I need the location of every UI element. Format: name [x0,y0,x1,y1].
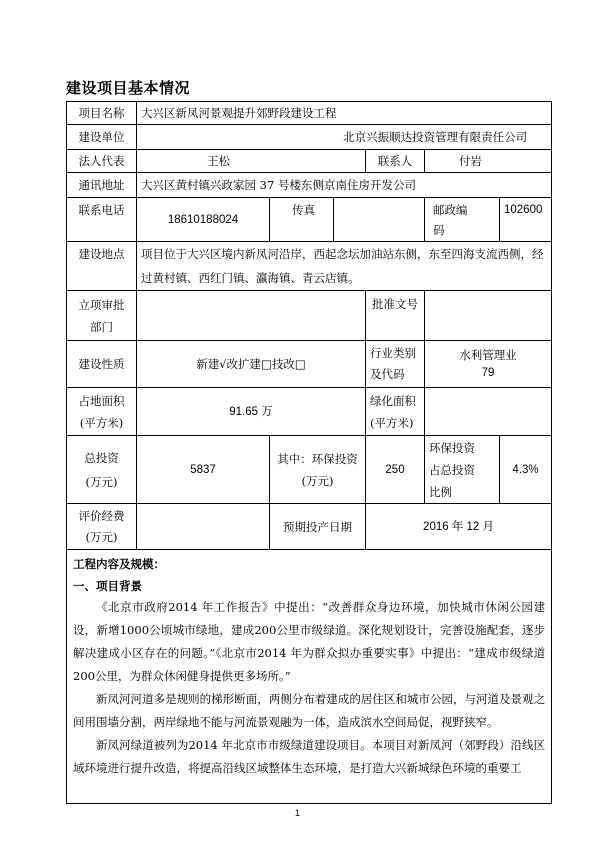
project-name-value: 大兴区新凤河景观提升郊野段建设工程 [137,102,552,125]
nature-value: 新建√改扩建□技改□ [137,341,366,388]
row-project-name [67,102,552,125]
row-investment [67,436,552,504]
location-value: 项目位于大兴区境内新凤河沿岸，西起念坛加油站东侧，东至四海支流西侧，经过黄村镇、西红门镇、瀛海镇、青云店镇。 [137,242,552,291]
postal-value: 102600 [500,198,552,242]
start-date-label: 预期投产日期 [270,504,366,550]
eval-cost-value [137,504,270,550]
project-info-table [66,101,552,804]
row-area [67,388,552,436]
row-location [67,242,552,291]
postal-label: 邮政编 码 [425,198,500,242]
green-area-label: 绿化面积 (平方米) [366,388,425,436]
industry-label: 行业类别 及代码 [366,341,425,388]
fax-label: 传真 [270,198,334,242]
row-nature [67,341,552,388]
fax-value [334,198,425,242]
env-invest-value: 250 [366,436,425,504]
content-heading: 工程内容及规模： [73,557,165,571]
industry-value: 水利管理业 79 [425,341,552,388]
approval-doc-label: 批准文号 [366,291,425,341]
legal-rep-value: 王松 [137,150,366,173]
phone-value: 18610188024 [137,198,270,242]
page-number: 1 [294,808,300,818]
total-invest-value: 5837 [137,436,270,504]
paragraph: 新凤河绿道被列为2014 年北京市市级绿道建设项目。本项目对新凤河（郊野段）沿线区域环境进行提升改造，将提高沿线区域整体生态环境，是打造大兴新城绿色环境的重要工 [73,738,546,775]
address-value: 大兴区黄村镇兴政家园 37 号楼东侧京南住房开发公司 [137,173,552,198]
area-value: 91.65 万 [137,388,366,436]
address-label: 通讯地址 [67,173,137,198]
row-address [67,173,552,198]
row-approval [67,291,552,341]
row-legal-rep [67,150,552,173]
page-title: 建设项目基本情况 [66,79,191,97]
project-name-label: 项目名称 [67,102,137,125]
env-ratio-label: 环保投资 占总投资 比例 [425,436,500,504]
env-ratio-value: 4.3% [500,436,552,504]
row-builder [67,125,552,150]
start-date-value: 2016 年 12 月 [366,504,552,550]
area-label: 占地面积 (平方米) [67,388,137,436]
builder-label: 建设单位 [67,125,137,150]
env-invest-label: 其中：环保投资 (万元) [270,436,366,504]
section-background-heading: 一、项目背景 [73,579,142,593]
green-area-value [425,388,552,436]
row-content [67,550,552,804]
legal-rep-label: 法人代表 [67,150,137,173]
row-phone [67,198,552,242]
paragraph: 新凤河河道多是规则的梯形断面，两侧分布着建成的居住区和城市公园，与河道及景观之间用围墙分割，两岸绿地不能与河流景观融为一体，造成滨水空间局促，视野狭窄。 [73,692,546,729]
approval-label: 立项审批 部门 [67,291,137,341]
phone-label: 联系电话 [67,198,137,242]
row-eval-cost [67,504,552,550]
approval-value [137,291,366,341]
content-cell [67,550,552,804]
nature-label: 建设性质 [67,341,137,388]
location-label: 建设地点 [67,242,137,291]
eval-cost-label: 评价经费 (万元) [67,504,137,550]
approval-doc-value [425,291,552,341]
contact-label: 联系人 [366,150,425,173]
contact-value: 付岩 [425,150,552,173]
builder-value: 北京兴振顺达投资管理有限责任公司 [137,125,552,150]
total-invest-label: 总投资 (万元) [67,436,137,504]
paragraph: 《北京市政府2014 年工作报告》中提出：“改善群众身边环境，加快城市休闲公园建设，新增1000公顷城市绿地，建成200公里市级绿道。深化规划设计，完善设施配套，逐步解决建成小区存在的问题。”《北京市2014 年为群众拟办重要实事》中提出：“建成市级绿道200公里，为群众休闲健身提供更多场所。” [73,600,546,683]
